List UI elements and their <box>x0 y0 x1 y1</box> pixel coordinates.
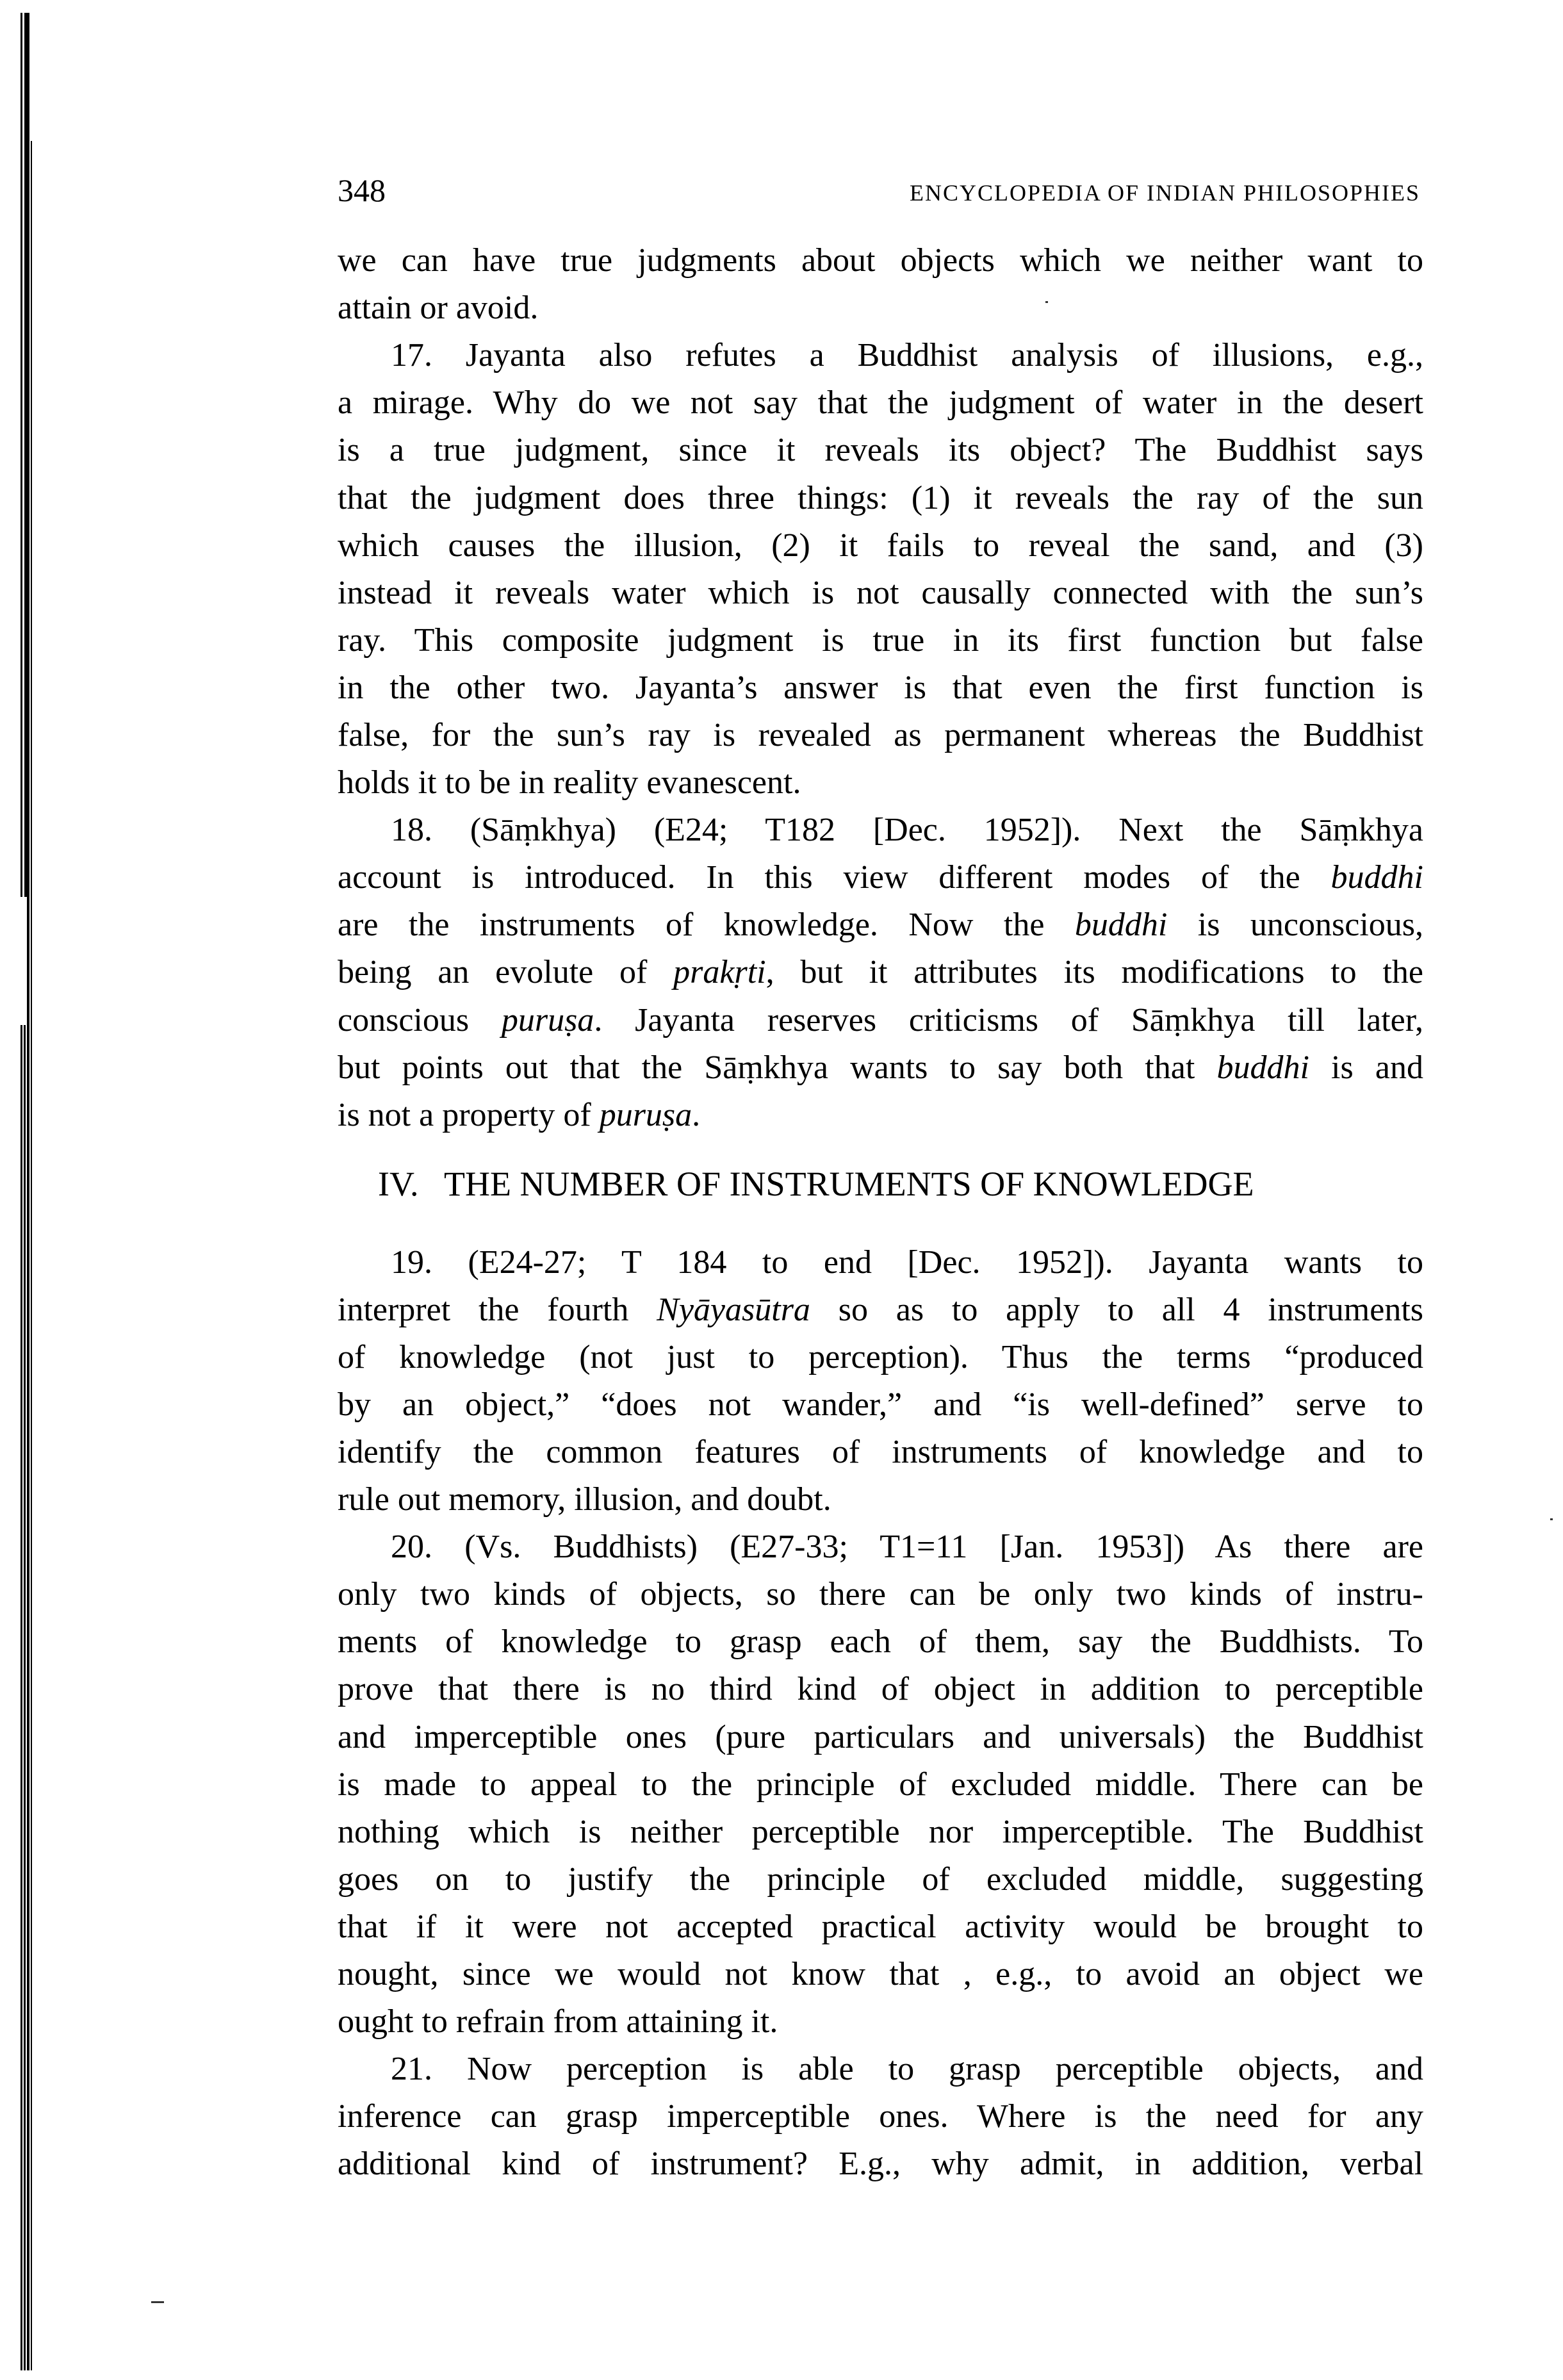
page-header <box>338 168 1420 213</box>
text-run: rule out memory, illusion, and doubt. <box>338 1481 831 1518</box>
section-heading: IV. THE NUMBER OF INSTRUMENTS OF KNOWLEDGE <box>378 1164 1254 1203</box>
scan-edge-line <box>20 13 22 897</box>
text-run: 19. (E24-27; T 184 to end [Dec. 1952]). Jayanta wants to <box>391 1244 1423 1281</box>
text-run: ray. This composite judgment is true in its first function but false <box>338 622 1423 659</box>
text-run: a mirage. Why do we not say that the judgment of water in the desert <box>338 384 1423 421</box>
text-line <box>338 854 1423 901</box>
text-line <box>338 284 1423 332</box>
text-run: is unconscious, <box>1167 907 1423 943</box>
paragraph-first-line <box>338 807 1423 854</box>
text-run: conscious <box>338 1002 502 1038</box>
text-run: are the instruments of knowledge. Now the <box>338 907 1075 943</box>
text-run: attain or avoid. <box>338 290 539 326</box>
text-line <box>338 1429 1423 1476</box>
text-run: only two kinds of objects, so there can be only two kinds of instru- <box>338 1576 1423 1613</box>
text-run: holds it to be in reality evanescent. <box>338 764 801 801</box>
text-line <box>338 1761 1423 1809</box>
paragraph-first-line <box>338 1523 1423 1571</box>
text-line <box>338 1618 1423 1666</box>
scan-speck <box>1045 301 1048 303</box>
text-run: false, for the sun’s ray is revealed as permanent whereas the Buddhist <box>338 717 1423 753</box>
text-line <box>338 1044 1423 1092</box>
text-run: that if it were not accepted practical activity would be brought to <box>338 1908 1423 1945</box>
text-line <box>338 949 1423 996</box>
text-run: nought, since we would not know that , e.g., to avoid an object we <box>338 1956 1423 1992</box>
text-line <box>338 2140 1423 2188</box>
text-run: by an object,” “does not wander,” and “is well-defined” serve to <box>338 1386 1423 1423</box>
text-run: 18. (Sāṃkhya) (E24; T182 [Dec. 1952]). Next the Sāṃkhya <box>391 812 1423 848</box>
italic-term: prakṛti <box>673 954 766 990</box>
text-line <box>338 237 1423 284</box>
text-line <box>338 1092 1423 1139</box>
text-line <box>338 997 1423 1044</box>
text-line <box>338 1666 1423 1713</box>
text-line <box>338 901 1423 949</box>
text-line <box>338 1998 1423 2046</box>
text-run: goes on to justify the principle of excluded middle, suggesting <box>338 1861 1423 1898</box>
text-line <box>338 2093 1423 2140</box>
text-line <box>338 1856 1423 1903</box>
text-line <box>338 1903 1423 1951</box>
text-run: instead it reveals water which is not causally connected with the sun’s <box>338 575 1423 611</box>
text-run: of knowledge (not just to perception). Thus the terms “produced <box>338 1339 1423 1375</box>
paragraph-first-line <box>338 332 1423 379</box>
scan-edge-line <box>31 141 32 2370</box>
text-run: that the judgment does three things: (1) it reveals the ray of the sun <box>338 480 1423 516</box>
italic-term: buddhi <box>1074 907 1168 943</box>
scan-speck <box>1550 1518 1553 1520</box>
text-run: is made to appeal to the principle of excluded middle. There can be <box>338 1766 1423 1803</box>
text-run: but points out that the Sāṃkhya wants to say both that <box>338 1049 1217 1086</box>
text-run: and imperceptible ones (pure particulars and universals) the Buddhist <box>338 1719 1423 1755</box>
text-run: so as to apply to all 4 instruments <box>810 1292 1423 1328</box>
text-run: interpret the fourth <box>338 1292 657 1328</box>
text-run: additional kind of instrument? E.g., why admit, in addition, verbal <box>338 2146 1423 2182</box>
text-run: prove that there is no third kind of object in addition to perceptible <box>338 1671 1423 1707</box>
text-run: we can have true judgments about objects which we neither want to <box>338 242 1423 279</box>
text-run: is a true judgment, since it reveals its object? The Buddhist says <box>338 432 1423 468</box>
text-line <box>338 522 1423 570</box>
text-line <box>338 1286 1423 1334</box>
text-line <box>338 712 1423 759</box>
text-run: ments of knowledge to grasp each of them, say the Buddhists. To <box>338 1623 1423 1660</box>
scan-edge-line <box>27 13 29 2370</box>
text-run: ought to refrain from attaining it. <box>338 2003 778 2040</box>
page-number: 348 <box>338 172 386 208</box>
text-run: account is introduced. In this view different modes of the <box>338 859 1331 896</box>
italic-term: Nyāyasūtra <box>657 1292 810 1328</box>
italic-term: puruṣa <box>599 1097 692 1133</box>
text-line <box>338 759 1423 807</box>
text-line <box>338 1334 1423 1381</box>
text-run: which causes the illusion, (2) it fails to reveal the sand, and (3) <box>338 527 1423 564</box>
text-line <box>338 617 1423 664</box>
text-line <box>338 1476 1423 1523</box>
scan-edge-line <box>24 1025 26 2370</box>
text-line <box>338 1571 1423 1618</box>
italic-term: puruṣa <box>501 1002 594 1038</box>
text-run: is and <box>1309 1049 1423 1086</box>
text-line <box>338 427 1423 474</box>
running-title: ENCYCLOPEDIA OF INDIAN PHILOSOPHIES <box>909 180 1420 206</box>
text-line <box>338 1381 1423 1429</box>
text-run: 21. Now perception is able to grasp perceptible objects, and <box>391 2051 1423 2087</box>
text-run: . Jayanta reserves criticisms of Sāṃkhya till later, <box>594 1002 1423 1038</box>
paragraph-first-line <box>338 2046 1423 2093</box>
text-run: identify the common features of instruments of knowledge and to <box>338 1434 1423 1470</box>
text-run: 20. (Vs. Buddhists) (E27-33; T1=11 [Jan. 1953]) As there are <box>391 1529 1423 1565</box>
text-run: being an evolute of <box>338 954 674 990</box>
text-line <box>338 1809 1423 1856</box>
scan-edge-line <box>20 1025 22 2370</box>
text-line <box>338 1951 1423 1998</box>
text-run: in the other two. Jayanta’s answer is that even the first function is <box>338 669 1423 706</box>
paragraph-first-line <box>338 1239 1423 1286</box>
text-run: . <box>692 1097 701 1133</box>
text-run: nothing which is neither perceptible nor imperceptible. The Buddhist <box>338 1814 1423 1850</box>
text-line <box>338 570 1423 617</box>
text-run: 17. Jayanta also refutes a Buddhist analysis of illusions, e.g., <box>391 337 1423 373</box>
text-run: is not a property of <box>338 1097 600 1133</box>
text-line <box>338 475 1423 522</box>
text-run: , but it attributes its modifications to the <box>765 954 1424 990</box>
text-run: inference can grasp imperceptible ones. Where is the need for any <box>338 2098 1423 2135</box>
italic-term: buddhi <box>1330 859 1423 896</box>
scan-speck <box>151 2301 164 2303</box>
text-line <box>338 664 1423 712</box>
italic-term: buddhi <box>1216 1049 1309 1086</box>
text-line <box>338 1714 1423 1761</box>
text-line <box>338 379 1423 427</box>
